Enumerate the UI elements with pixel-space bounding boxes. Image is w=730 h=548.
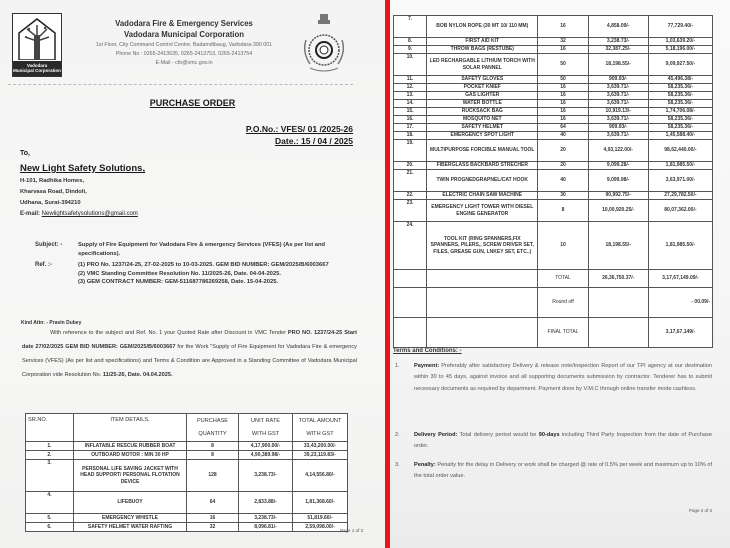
cell-item: EMERGENCY SPOT LIGHT xyxy=(427,132,538,140)
cell-sr: 5. xyxy=(26,514,74,523)
cell-empty xyxy=(394,288,427,318)
table-row xyxy=(394,16,713,38)
po-date: Date.: 15 / 04 / 2025 xyxy=(275,136,353,146)
cell-item: FIRST AID KIT xyxy=(427,38,538,46)
cell-sr: 8. xyxy=(394,38,427,46)
cell-item: SAFETY HELMET WATER RAFTING xyxy=(74,523,187,532)
ref-label: Ref. :- xyxy=(35,262,52,268)
cell-rate: 90,992.75/- xyxy=(588,192,648,200)
cell-rate: 8,096.81/- xyxy=(239,523,293,532)
cell-sr: 2. xyxy=(26,451,74,460)
letterhead-divider xyxy=(8,84,353,85)
cell-total: 4,14,556.80/- xyxy=(293,460,348,492)
cell-rate: 909.93/- xyxy=(588,124,648,132)
cell-sr: 19. xyxy=(394,140,427,162)
cell-rate: 10,919.13/- xyxy=(588,108,648,116)
cell-item: THROW BAGS (RESTUBE) xyxy=(427,46,538,54)
cell-rate: 3,639.71/- xyxy=(588,100,648,108)
table-row xyxy=(26,514,348,523)
summary-amount: 3,17,67,149.09/- xyxy=(648,270,712,288)
cell-item: MULTIPURPOSE FORCIBLE MANUAL TOOL xyxy=(427,140,538,162)
summary-rate xyxy=(588,318,648,348)
cell-total: 9,09,927.50/- xyxy=(648,54,712,76)
kind-attention: Kind Attn: - Pravin Dubey xyxy=(21,320,82,326)
table-row xyxy=(26,523,348,532)
cell-qty: 16 xyxy=(187,514,239,523)
vendor-address-line: H-101, Radhika Homes, xyxy=(20,178,85,184)
cell-total: 5,18,196.00/- xyxy=(648,46,712,54)
cell-rate: 10,00,920.25/- xyxy=(588,200,648,222)
email-label: E-mail: xyxy=(20,211,42,217)
cell-total: 77,729.40/- xyxy=(648,16,712,38)
cell-sr: 22. xyxy=(394,192,427,200)
col-total: TOTAL AMOUNT WITH GST xyxy=(293,414,348,442)
page-title: PURCHASE ORDER xyxy=(149,98,236,108)
cell-sr: 7. xyxy=(394,16,427,38)
cell-total: 1,03,639.20/- xyxy=(648,38,712,46)
cell-item: OUTBOARD MOTOR : MIN 30 HP xyxy=(74,451,187,460)
cell-item: FIBERGLASS BACKBARD STRECHER xyxy=(427,162,538,170)
table-row xyxy=(394,200,713,222)
cell-sr: 18. xyxy=(394,132,427,140)
cell-qty: 10 xyxy=(538,222,588,270)
terms-title: Terms and Conditions: - xyxy=(393,348,462,354)
cell-empty xyxy=(394,318,427,348)
vendor-address-line: Udhana, Surat-394210 xyxy=(20,200,81,206)
cell-total: 2,59,098.00/- xyxy=(293,523,348,532)
summary-rate xyxy=(588,288,648,318)
summary-rate: 26,36,750.37/- xyxy=(588,270,648,288)
cell-qty: 16 xyxy=(538,92,588,100)
subject-text: Supply of Fire Equipment for Vadodara Fire & emergency Services (VFES) (As per list and specifications). xyxy=(78,242,326,257)
cell-sr: 17. xyxy=(394,124,427,132)
vendor-address-line: Kharvasa Road, Dindoli, xyxy=(20,189,87,195)
cell-qty: 50 xyxy=(538,76,588,84)
cell-sr: 21. xyxy=(394,170,427,192)
cell-total: 58,235.36/- xyxy=(648,116,712,124)
vendor-email-row xyxy=(20,211,138,217)
cell-sr: 9. xyxy=(394,46,427,54)
cell-sr: 1. xyxy=(26,442,74,451)
cell-item: ELECTRIC CHAIN SAW MACHINE xyxy=(427,192,538,200)
cell-qty: 128 xyxy=(187,460,239,492)
table-row xyxy=(394,132,713,140)
cell-sr: 24. xyxy=(394,222,427,270)
cell-sr: 20. xyxy=(394,162,427,170)
total-row xyxy=(394,270,713,288)
items-table-continued xyxy=(393,15,713,348)
cell-rate: 9,099.98/- xyxy=(588,170,648,192)
table-row xyxy=(394,84,713,92)
cell-rate: 3,639.71/- xyxy=(588,116,648,124)
summary-amount: - 00.09/- xyxy=(648,288,712,318)
cell-total: 39,23,119.83/- xyxy=(293,451,348,460)
table-body xyxy=(26,442,348,532)
cell-empty xyxy=(427,288,538,318)
cell-rate: 9,099.28/- xyxy=(588,162,648,170)
cell-sr: 13. xyxy=(394,92,427,100)
table-header-row xyxy=(26,414,348,442)
state-emblem-icon xyxy=(300,10,348,76)
to-label: To, xyxy=(20,150,30,157)
cell-qty: 64 xyxy=(538,124,588,132)
letterhead-text xyxy=(64,19,304,66)
cell-qty: 16 xyxy=(538,116,588,124)
cell-item: SAFETY GLOVES xyxy=(427,76,538,84)
cell-total: 1,81,985.50/- xyxy=(648,222,712,270)
cell-qty: 40 xyxy=(538,170,588,192)
cell-item: LED RECHARGABLE LITHIUM TORCH WITH SOLAR PANNEL xyxy=(427,54,538,76)
cell-sr: 10. xyxy=(394,54,427,76)
table-row xyxy=(26,442,348,451)
org-name-1: Vadodara Fire & Emergency Services xyxy=(115,19,253,28)
cell-qty: 40 xyxy=(538,132,588,140)
table-row xyxy=(26,492,348,514)
cell-rate: 4,17,900.00/- xyxy=(239,442,293,451)
cell-qty: 64 xyxy=(187,492,239,514)
col-rate: UNIT RATE WITH GST xyxy=(239,414,293,442)
table-row xyxy=(394,38,713,46)
cell-total: 1,81,368.60/- xyxy=(293,492,348,514)
cell-sr: 11. xyxy=(394,76,427,84)
cell-rate: 3,238.73/- xyxy=(239,514,293,523)
col-sr: SR.NO. xyxy=(26,414,74,442)
cell-item: TWIN PROGNEDGRAPNEL/CAT HOOK xyxy=(427,170,538,192)
ref-list xyxy=(78,261,358,287)
cell-total: 58,235.36/- xyxy=(648,84,712,92)
cell-total: 27,29,782.50/- xyxy=(648,192,712,200)
summary-label: Round off xyxy=(538,288,588,318)
cell-qty: 32 xyxy=(187,523,239,532)
table-row xyxy=(394,92,713,100)
cell-qty: 8 xyxy=(187,442,239,451)
cell-rate: 3,238.73/- xyxy=(239,460,293,492)
subject-label: Subject: - xyxy=(35,242,63,248)
cell-item: LIFEBUOY xyxy=(74,492,187,514)
page-number: Page 2 of 3 xyxy=(688,508,712,513)
table-body xyxy=(394,16,713,348)
org-name-2: Vadodara Municipal Corporation xyxy=(124,30,244,39)
cell-item: EMERGENCY WHISTLE xyxy=(74,514,187,523)
col-item: ITEM DETAILS. xyxy=(74,414,187,442)
table-row xyxy=(394,100,713,108)
table-row xyxy=(394,54,713,76)
table-row xyxy=(394,222,713,270)
cell-item: BOB NYLON ROPE (30 MT 10/ 110 MM) xyxy=(427,16,538,38)
cell-item: GAS LIGHTER xyxy=(427,92,538,100)
table-row xyxy=(394,116,713,124)
vendor-name: New Light Safety Solutions, xyxy=(20,163,146,174)
cell-rate: 3,639.71/- xyxy=(588,132,648,140)
table-row xyxy=(394,170,713,192)
table-row xyxy=(394,192,713,200)
summary-amount: 3,17,67,149/- xyxy=(648,318,712,348)
cell-total: 1,81,985.50/- xyxy=(648,162,712,170)
cell-item: POCKET KNIEF xyxy=(427,84,538,92)
cell-total: 45,496.38/- xyxy=(648,76,712,84)
cell-rate: 3,639.71/- xyxy=(588,84,648,92)
cell-qty: 16 xyxy=(538,46,588,54)
cell-qty: 16 xyxy=(538,100,588,108)
page-2: 7. BOB NYLON ROPE (30 MT 10/ 110 MM) 16 4,858.09/- 77,729.40/- 8. FIRST AID KIT 32 3,238.73/- 1,03,639.20/- 9. THROW BAGS (RESTUBE) 16 32,387.25/- 5,18,196.00/- 10. LED RECHARGABLE LITHIUM TORCH WITH SOLAR PANNEL 50 18,198.55/- 9,09,927.50/- 11. SAFETY GLOVES 50 909.93/- 45,496.38/- 12. POCKET KNIEF 16 3,639.71/- 58,235.36/- 13. GAS LIGHTER 16 3,639.71/- 58,235.36/- 14. WATER BOTTLE 16 3,639.71/- 58,235.36/- 15. RUCKSACK BAG 16 10,919.13/- 1,74,706.08/- 16. MOSQUITO NET 16 3,639.71/- 58,235.36/- 17. SAFETY HELMET 64 909.93/- 58,235.36/- 18. EMERGENCY SPOT LIGHT 40 3,639.71/- 1,45,588.40/- 19. MULTIPURPOSE FORCIBLE MANUAL TOOL 20 4,93,122.00/- 98,62,440.00/- 20. FIBERGLASS BACKBARD STRECHER 20 9,099.28/- 1,81,985.50/- 21. TWIN PROGNEDGRAPNEL/CAT HOOK 40 9,099.98/- 3,63,971.00/- 22. ELECTRIC CHAIN SAW MACHINE 30 90,992.75/- 27,29,782.50/- 23. EMERGENCY LIGHT TOWER WITH DIESEL ENGINE GENERATOR 8 10,00,920.25/- 80,07,362.00/- 24. TOOL KIT (RING SPANNERS,FIX SPANNERS, PILERS,, SCREW DRIVER SET, FILES, GREASE GUN, LNKEY SET, ETC..) 10 18,198.55/- 1,81,985.50/- TOTAL 26,36,750.37/- 3,17,67,149.09/- Round off - 00.09/- FINAL TOTAL 3,17,67,149/- Terms and Conditions: - 1. Payment: Preferably after satisfactory Delivery & release note/Inspection Report of our TPI agency at our destination within 30 to 45 days, against invoice and all supporting documents submission by contractor. Tenderer has to submit necessary documents as required by department. Payment done by V.M.C through online transfer mode cashless. 2. Delivery Period: Total delivery period would be 90-days including Third Party Inspection from the date of Purchase order. 3. Penalty: Penalty for the delay in Delivery or work shall be charged @ rate of 0.5% per week and maximum up to 10% of the total order value. Page 2 of 3 xyxy=(390,0,730,548)
cell-rate: 909.93/- xyxy=(588,76,648,84)
roundoff-row xyxy=(394,288,713,318)
org-phone: Phone No : 0265-2413635, 0265-2413753, 0265-2413754 xyxy=(115,51,253,57)
cell-qty: 20 xyxy=(538,140,588,162)
table-row xyxy=(394,46,713,54)
cell-qty: 32 xyxy=(538,38,588,46)
cell-sr: 23. xyxy=(394,200,427,222)
cell-rate: 18,198.55/- xyxy=(588,222,648,270)
table-row xyxy=(394,140,713,162)
cell-total: 1,45,588.40/- xyxy=(648,132,712,140)
table-row xyxy=(394,76,713,84)
vendor-email-link[interactable]: Newlightsafetysolutions@gmail.com xyxy=(41,211,138,217)
cell-qty: 16 xyxy=(538,16,588,38)
cell-empty xyxy=(427,318,538,348)
cell-qty: 30 xyxy=(538,192,588,200)
cell-rate: 32,387.25/- xyxy=(588,46,648,54)
cell-total: 58,235.36/- xyxy=(648,100,712,108)
cell-qty: 20 xyxy=(538,162,588,170)
cell-item: RUCKSACK BAG xyxy=(427,108,538,116)
cell-qty: 8 xyxy=(187,451,239,460)
cell-rate: 3,238.73/- xyxy=(588,38,648,46)
cell-sr: 14. xyxy=(394,100,427,108)
summary-label: FINAL TOTAL xyxy=(538,318,588,348)
cell-sr: 3. xyxy=(26,460,74,492)
table-row xyxy=(394,108,713,116)
cell-rate: 2,833.88/- xyxy=(239,492,293,514)
table-row xyxy=(394,124,713,132)
ref-item: (2) VMC Standing Committee Resolution No. 11/2025-26, Date. 04-04-2025. xyxy=(78,270,281,277)
cell-total: 98,62,440.00/- xyxy=(648,140,712,162)
cell-rate: 4,858.09/- xyxy=(588,16,648,38)
cell-rate: 4,90,389.98/- xyxy=(239,451,293,460)
cell-rate: 18,198.55/- xyxy=(588,54,648,76)
cell-item: EMERGENCY LIGHT TOWER WITH DIESEL ENGINE GENERATOR xyxy=(427,200,538,222)
table-row xyxy=(26,460,348,492)
cell-empty xyxy=(427,270,538,288)
cell-total: 3,63,971.00/- xyxy=(648,170,712,192)
items-table xyxy=(25,413,348,532)
cell-qty: 50 xyxy=(538,54,588,76)
po-number: P.O.No.: VFES/ 01 /2025-26 xyxy=(245,124,353,134)
cell-total: 1,74,706.08/- xyxy=(648,108,712,116)
cell-total: 80,07,362.00/- xyxy=(648,200,712,222)
cell-item: INFLATABLE RESCUE RUBBER BOAT xyxy=(74,442,187,451)
cell-qty: 16 xyxy=(538,84,588,92)
org-address: 1st Floor, City Command Control Centre, Badamdibaug, Vadodara-390 001 xyxy=(95,42,273,48)
cell-sr: 4. xyxy=(26,492,74,514)
cell-rate: 3,639.71/- xyxy=(588,92,648,100)
cell-empty xyxy=(394,270,427,288)
col-qty: PURCHASE QUANTITY xyxy=(187,414,239,442)
cell-sr: 12. xyxy=(394,84,427,92)
table-row xyxy=(394,162,713,170)
cell-item: TOOL KIT (RING SPANNERS,FIX SPANNERS, PILERS,, SCREW DRIVER SET, FILES, GREASE GUN, LNKEY SET, ETC..) xyxy=(427,222,538,270)
org-email: E-Mail - cfo@vmc.gov.in xyxy=(155,60,213,66)
final-total-row xyxy=(394,318,713,348)
cell-item: PERSONAL LIFE SAVING JACKET WITH HEAD SUPPORT/ PERSONAL FLOTATION DEVICE xyxy=(74,460,187,492)
cell-sr: 6. xyxy=(26,523,74,532)
page-number: Page 1 of 3 xyxy=(339,528,363,533)
ref-item: (3) GEM CONTRACT NUMBER: GEM-511687786269258, Date. 15-04-2025. xyxy=(78,279,279,285)
cell-total: 58,235.36/- xyxy=(648,92,712,100)
summary-label: TOTAL xyxy=(538,270,588,288)
vmc-logo xyxy=(12,13,62,77)
cell-item: SAFETY HELMET xyxy=(427,124,538,132)
cell-qty: 16 xyxy=(538,108,588,116)
cell-total: 58,235.36/- xyxy=(648,124,712,132)
cell-item: MOSQUITO NET xyxy=(427,116,538,124)
cell-qty: 8 xyxy=(538,200,588,222)
tree-icon xyxy=(17,17,57,60)
cell-total: 51,819.60/- xyxy=(293,514,348,523)
body-paragraph: With reference to the subject and Ref. No. 1 your Quoted Rate after Discount in VMC Tender PRO NO. 1237/24-25 Start date 27/02/2025 GEM BID NUMBER: GEM/2025/B/6003667 for the Work "Supply of Fire Equipment for Vadodara Fire & emergency Services (VFES) (As per list and specifications) and Terms & Condition are Approved in a Standing Committee of Vadodara Municipal Corporation vide Resolution No. 11/25-26, Date. 04.04.2025. xyxy=(22,330,357,378)
cell-sr: 15. xyxy=(394,108,427,116)
table-row xyxy=(26,451,348,460)
ref-item: (1) PRO No. 1237/24-25, 27-02-2025 to 10-03-2025. GEM BID NUMBER: GEM/2025/B/6003667 xyxy=(78,262,329,268)
cell-sr: 16. xyxy=(394,116,427,124)
cell-rate: 4,93,122.00/- xyxy=(588,140,648,162)
cell-item: WATER BOTTLE xyxy=(427,100,538,108)
cell-total: 33,43,200.00/- xyxy=(293,442,348,451)
logo-caption: Vadodara Municipal Corporation xyxy=(13,61,61,76)
